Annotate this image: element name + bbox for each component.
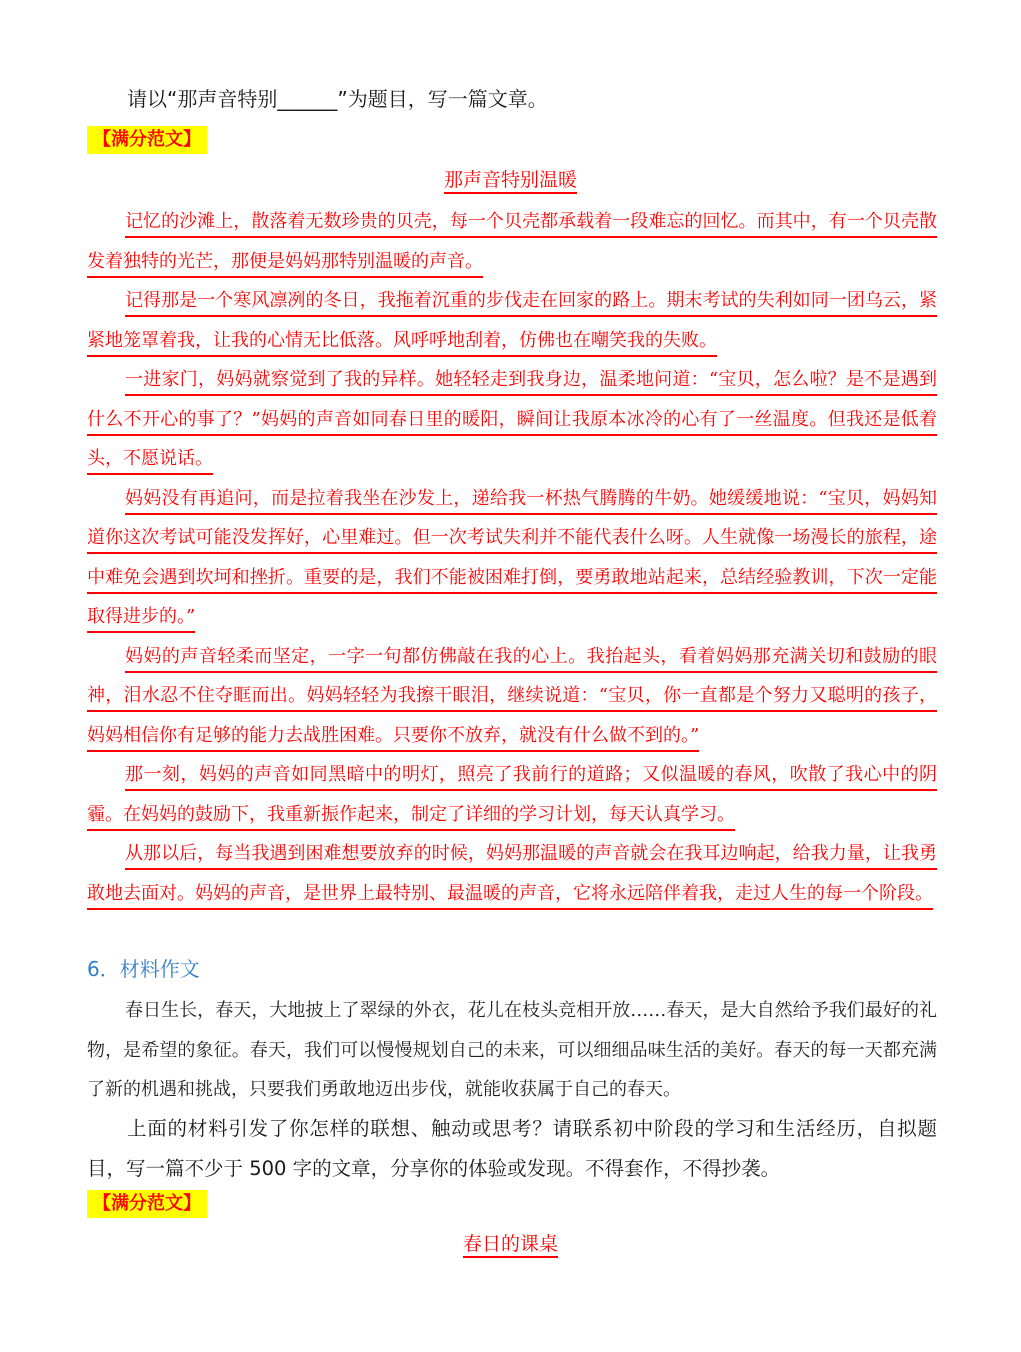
prompt-text: 请以“那声音特别______”为题目，写一篇文章。	[127, 87, 548, 111]
essay-paragraph	[87, 202, 937, 281]
essay-paragraph	[87, 755, 937, 834]
material-text	[87, 991, 937, 1110]
essay-title	[0, 166, 1021, 194]
essay-paragraph-text: 记得那是一个寒风凛冽的冬日，我拖着沉重的步伐走在回家的路上。期末考试的失利如同一团乌云，紧紧地笼罩着我，让我的心情无比低落。风呼呼地刮着，仿佛也在嘲笑我的失败。	[87, 290, 937, 357]
material-paragraph: 春日生长，春天，大地披上了翠绿的外衣，花儿在枝头竞相开放……春天，是大自然给予我们最好的礼物，是希望的象征。春天，我们可以慢慢规划自己的未来，可以细细品味生活的美好。春天的每一天都充满了新的机遇和挑战，只要我们勇敢地迈出步伐，就能收获属于自己的春天。	[87, 1000, 937, 1100]
task-instructions	[87, 1109, 937, 1188]
essay-paragraph-text: 记忆的沙滩上，散落着无数珍贵的贝壳，每一个贝壳都承载着一段难忘的回忆。而其中，有一个贝壳散发着独特的光芒，那便是妈妈那特别温暖的声音。	[87, 211, 937, 278]
task-paragraph: 上面的材料引发了你怎样的联想、触动或思考？请联系初中阶段的学习和生活经历，自拟题目，写一篇不少于 500 字的文章，分享你的体验或发现。不得套作，不得抄袭。	[87, 1117, 937, 1180]
essay-paragraph-text: 一进家门，妈妈就察觉到了我的异样。她轻轻走到我身边，温柔地问道：“宝贝，怎么啦？是不是遇到什么不开心的事了？”妈妈的声音如同春日里的暖阳，瞬间让我原本冰冷的心有了一丝温度。但我还是低着头，不愿说话。	[87, 369, 937, 475]
essay-paragraph	[87, 834, 937, 913]
essay-title-text: 那声音特别温暖	[444, 169, 577, 194]
section-heading: 6．材料作文	[87, 957, 200, 981]
essay-paragraph-text: 妈妈的声音轻柔而坚定，一字一句都仿佛敲在我的心上。我抬起头，看着妈妈那充满关切和鼓励的眼神，泪水忍不住夺眶而出。妈妈轻轻为我擦干眼泪，继续说道：“宝贝，你一直都是个努力又聪明的孩子，妈妈相信你有足够的能力去战胜困难。只要你不放弃，就没有什么做不到的。”	[87, 646, 937, 752]
writing-prompt	[87, 84, 937, 114]
essay-paragraph	[87, 479, 937, 637]
essay-paragraph-text: 妈妈没有再追问，而是拉着我坐在沙发上，递给我一杯热气腾腾的牛奶。她缓缓地说：“宝贝，妈妈知道你这次考试可能没发挥好，心里难过。但一次考试失利并不能代表什么呀。人生就像一场漫长的旅程，途中难免会遇到坎坷和挫折。重要的是，我们不能被困难打倒，要勇敢地站起来，总结经验教训，下次一定能取得进步的。”	[87, 488, 937, 634]
model-essay-badge: 【满分范文】	[87, 126, 207, 154]
essay-title-2	[0, 1230, 1021, 1258]
essay-paragraph	[87, 360, 937, 479]
essay-body	[87, 202, 937, 913]
essay-paragraph-text: 从那以后，每当我遇到困难想要放弃的时候，妈妈那温暖的声音就会在我耳边响起，给我力量，让我勇敢地去面对。妈妈的声音，是世界上最特别、最温暖的声音，它将永远陪伴着我，走过人生的每一个阶段。	[87, 843, 937, 910]
essay-paragraph-text: 那一刻，妈妈的声音如同黑暗中的明灯，照亮了我前行的道路；又似温暖的春风，吹散了我心中的阴霾。在妈妈的鼓励下，我重新振作起来，制定了详细的学习计划，每天认真学习。	[87, 764, 937, 831]
model-essay-badge-2: 【满分范文】	[87, 1190, 207, 1218]
essay-paragraph	[87, 637, 937, 756]
essay-paragraph	[87, 281, 937, 360]
essay-title-2-text: 春日的课桌	[463, 1233, 558, 1258]
